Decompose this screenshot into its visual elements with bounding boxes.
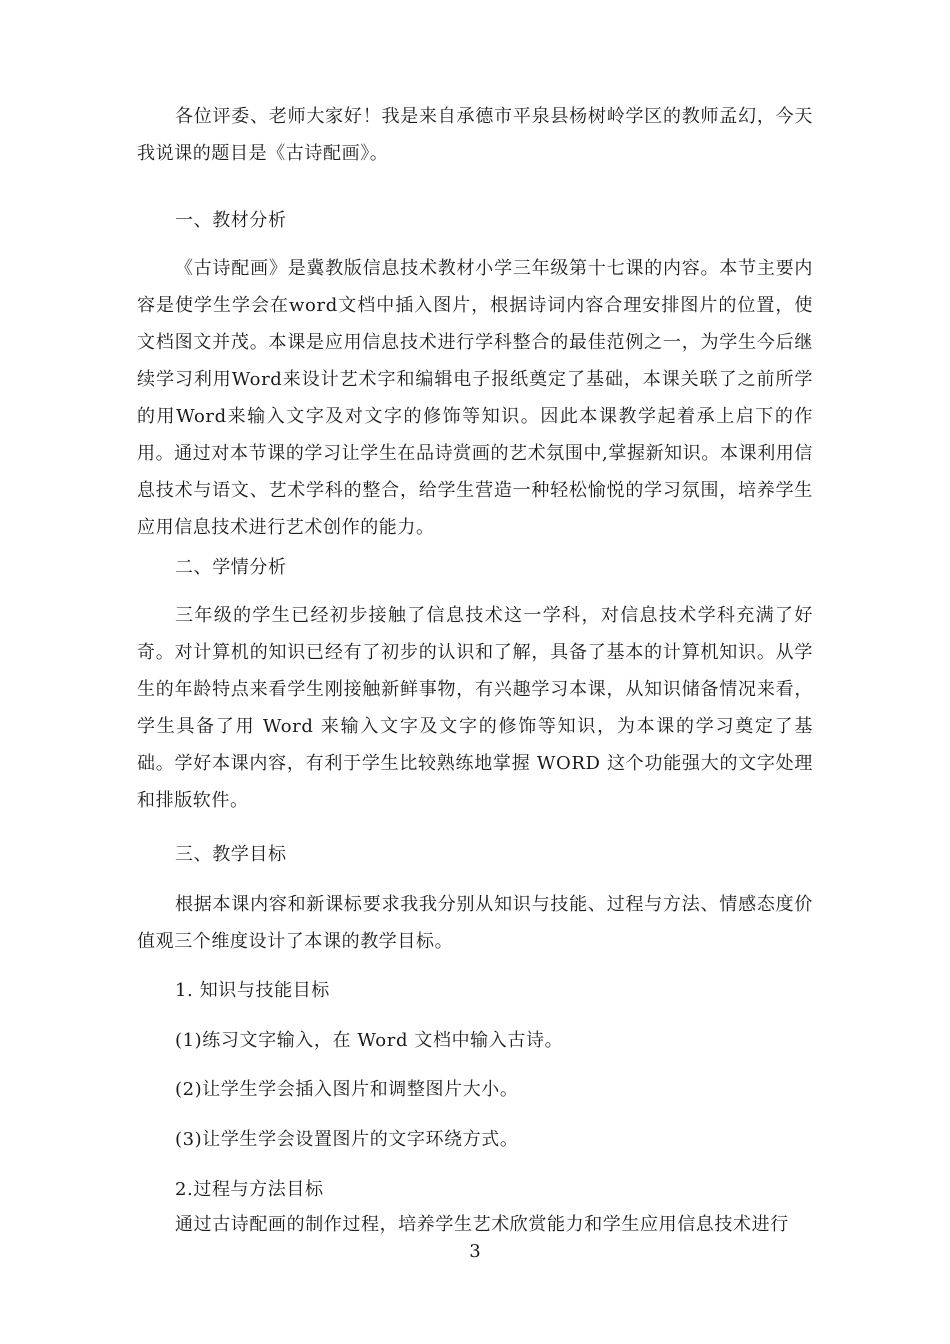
process-method-goal-title: 2.过程与方法目标 [175,1179,324,1200]
student-analysis-paragraph: 三年级的学生已经初步接触了信息技术这一学科，对信息技术学科充满了好奇。对计算机的知识已经有了初步的认识和了解，具备了基本的计算机知识。从学生的年龄特点来看学生刚接触新鲜事物，有兴趣学习本课，从知识储备情况来看，学生具备了用 Word 来输入文字及文字的修饰等知识，为本课的学习奠定了基础。学好本课内容，有利于学生比较熟练地掌握 WORD 这个功能强大的文字处理和排版软件。 [137,605,813,811]
section-heading-student-analysis: 二、学情分析 [175,557,287,578]
page-number: 3 [469,1241,481,1262]
teaching-material-paragraph: 《古诗配画》是冀教版信息技术教材小学三年级第十七课的内容。本节主要内容是使学生学会在word文档中插入图片，根据诗词内容合理安排图片的位置，使文档图文并茂。本课是应用信息技术进行学科整合的最佳范例之一，为学生今后继续学习利用Word来设计艺术字和编辑电子报纸奠定了基础，本课关联了之前所学的用Word来输入文字及对文字的修饰等知识。因此本课教学起着承上启下的作用。通过对本节课的学习让学生在品诗赏画的艺术氛围中,掌握新知识。本课利用信息技术与语文、艺术学科的整合，给学生营造一种轻松愉悦的学习氛围，培养学生应用信息技术进行艺术创作的能力。 [137,258,813,538]
intro-paragraph: 各位评委、老师大家好！我是来自承德市平泉县杨树岭学区的教师孟幻，今天我说课的题目是《古诗配画》。 [137,106,813,164]
goal-item: (1)练习文字输入，在 Word 文档中输入古诗。 [175,1030,564,1051]
knowledge-skill-goal-title: 1. 知识与技能目标 [175,980,330,1001]
goal-item: (3)让学生学会设置图片的文字环绕方式。 [175,1129,519,1150]
section-heading-teaching-material: 一、教材分析 [175,210,287,231]
process-method-goal-paragraph: 通过古诗配画的制作过程，培养学生艺术欣赏能力和学生应用信息技术进行 [175,1214,789,1235]
goal-item: (2)让学生学会插入图片和调整图片大小。 [175,1079,519,1100]
section-heading-teaching-goals: 三、教学目标 [175,844,287,865]
teaching-goals-paragraph: 根据本课内容和新课标要求我我分别从知识与技能、过程与方法、情感态度价值观三个维度设计了本课的教学目标。 [137,894,813,952]
